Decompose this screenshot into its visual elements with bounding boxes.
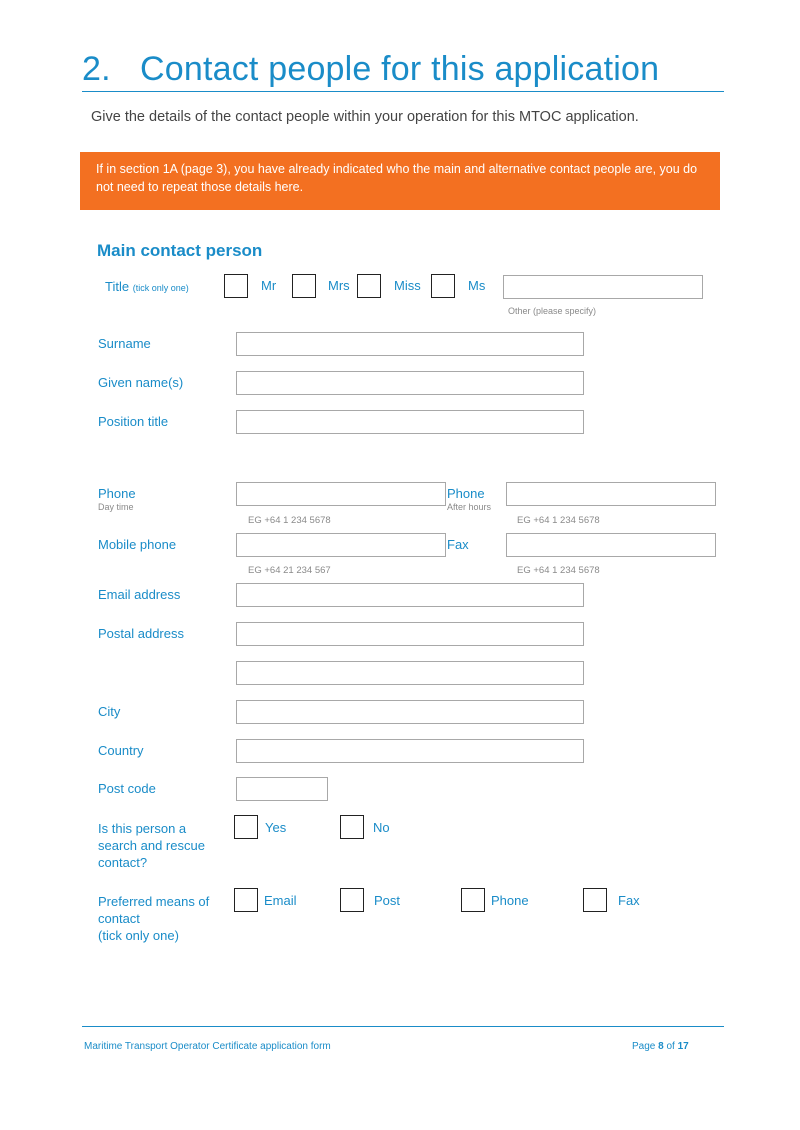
country-label: Country xyxy=(98,743,144,758)
option-label-ms: Ms xyxy=(468,278,486,293)
checkbox-preferred-phone[interactable] xyxy=(461,888,485,912)
section-title: Contact people for this application xyxy=(140,50,660,88)
given-names-input[interactable] xyxy=(236,371,584,395)
title-label xyxy=(105,278,189,297)
position-title-label: Position title xyxy=(98,414,169,429)
preferred-label-line: (tick only one) xyxy=(98,928,179,943)
surname-label: Surname xyxy=(98,336,151,351)
position-title-input[interactable] xyxy=(236,410,584,434)
title-other-input[interactable] xyxy=(503,275,703,299)
checkbox-sar-yes[interactable] xyxy=(234,815,258,839)
title-label-note: (tick only one) xyxy=(132,283,189,293)
option-label-post: Post xyxy=(374,893,401,908)
phone-after-sublabel: After hours xyxy=(447,502,492,512)
checkbox-title-ms[interactable] xyxy=(431,274,455,298)
sar-label-line: Is this person a xyxy=(98,821,187,836)
intro-text: Give the details of the contact people within your operation for this MTOC application. xyxy=(91,109,639,125)
page-current: 8 xyxy=(658,1041,664,1052)
phone-day-input[interactable] xyxy=(236,482,446,506)
fax-input[interactable] xyxy=(506,533,716,557)
phone-after-label: Phone xyxy=(447,486,485,501)
sar-label-line: search and rescue xyxy=(98,838,205,853)
fax-hint: EG +64 1 234 5678 xyxy=(517,565,600,576)
section-number: 2. xyxy=(82,50,111,88)
title-label-text: Title xyxy=(105,279,130,294)
callout-note xyxy=(80,152,720,210)
fax-label: Fax xyxy=(447,537,469,552)
post-code-input[interactable] xyxy=(236,777,328,801)
checkbox-preferred-email[interactable] xyxy=(234,888,258,912)
option-label-no: No xyxy=(373,820,390,835)
email-input[interactable] xyxy=(236,583,584,607)
heading-divider xyxy=(82,91,724,92)
postal-address-line1-input[interactable] xyxy=(236,622,584,646)
option-label-mrs: Mrs xyxy=(328,278,350,293)
page-of: of xyxy=(666,1041,675,1052)
footer-divider xyxy=(82,1026,724,1027)
phone-after-hint: EG +64 1 234 5678 xyxy=(517,515,600,526)
preferred-contact-label xyxy=(98,893,209,944)
page-title xyxy=(82,50,659,89)
title-other-hint: Other (please specify) xyxy=(508,306,597,316)
preferred-label-line: contact xyxy=(98,911,140,926)
postal-address-line2-input[interactable] xyxy=(236,661,584,685)
option-label-mr: Mr xyxy=(261,278,277,293)
option-label-yes: Yes xyxy=(265,820,287,835)
sar-label-line: contact? xyxy=(98,855,148,870)
option-label-fax: Fax xyxy=(618,893,640,908)
section-heading-main-contact: Main contact person xyxy=(97,241,263,260)
callout-text: If in section 1A (page 3), you have already indicated who the main and alternative contact people are, you do not need to repeat those details here. xyxy=(96,162,698,194)
given-names-label: Given name(s) xyxy=(98,375,184,390)
checkbox-title-miss[interactable] xyxy=(357,274,381,298)
phone-day-hint: EG +64 1 234 5678 xyxy=(248,515,331,526)
city-label: City xyxy=(98,704,121,719)
page-prefix: Page xyxy=(632,1041,656,1052)
checkbox-preferred-fax[interactable] xyxy=(583,888,607,912)
option-label-email: Email xyxy=(264,893,297,908)
footer-page-number xyxy=(632,1041,689,1052)
mobile-label: Mobile phone xyxy=(98,537,177,552)
surname-input[interactable] xyxy=(236,332,584,356)
checkbox-title-mr[interactable] xyxy=(224,274,248,298)
checkbox-title-mrs[interactable] xyxy=(292,274,316,298)
page-total: 17 xyxy=(677,1041,689,1052)
mobile-input[interactable] xyxy=(236,533,446,557)
checkbox-preferred-post[interactable] xyxy=(340,888,364,912)
phone-day-sublabel: Day time xyxy=(98,502,134,512)
option-label-phone: Phone xyxy=(491,893,529,908)
phone-day-label: Phone xyxy=(98,486,136,501)
phone-after-input[interactable] xyxy=(506,482,716,506)
mobile-hint: EG +64 21 234 567 xyxy=(248,565,331,576)
option-label-miss: Miss xyxy=(394,278,421,293)
post-code-label: Post code xyxy=(98,781,156,796)
preferred-label-line: Preferred means of xyxy=(98,894,210,909)
postal-address-label: Postal address xyxy=(98,626,184,641)
city-input[interactable] xyxy=(236,700,584,724)
country-input[interactable] xyxy=(236,739,584,763)
email-label: Email address xyxy=(98,587,181,602)
sar-question-label xyxy=(98,820,205,871)
footer-document-title: Maritime Transport Operator Certificate application form xyxy=(84,1041,331,1052)
checkbox-sar-no[interactable] xyxy=(340,815,364,839)
